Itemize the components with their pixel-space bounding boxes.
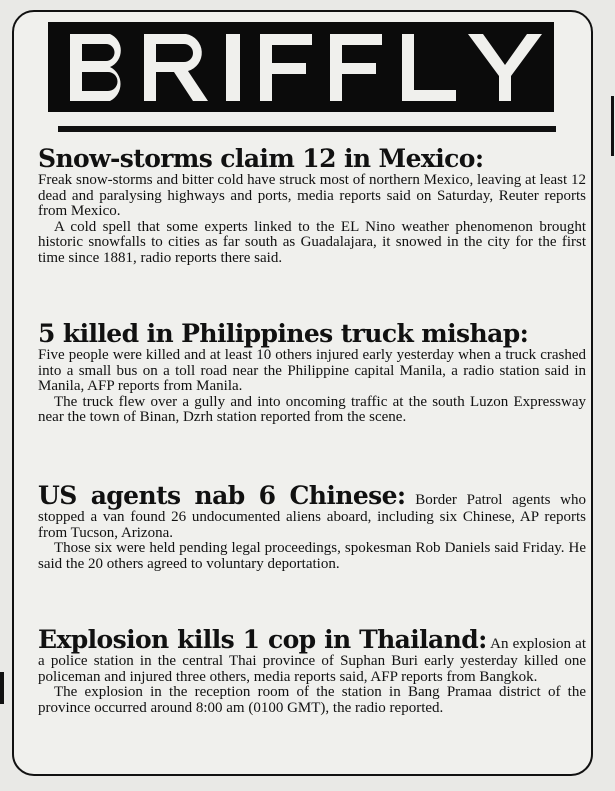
story-mexico	[38, 145, 586, 267]
story-headline: US agents nab 6 Chinese:	[38, 481, 406, 510]
right-margin-mark	[611, 96, 614, 156]
masthead-title	[48, 22, 554, 112]
story-paragraph: An explosion at a police station in the central Thai province of Suphan Buri early yesterday killed one policeman and injured three others, media reports said, AFP reports from Bangkok.	[38, 636, 586, 685]
left-margin-mark	[0, 672, 4, 704]
story-paragraph: A cold spell that some experts linked to the EL Nino weather phenomenon brought historic snowfalls to cities as far south as Guadalajara, it snowed in the city for the first time since 1881, radio reports there said.	[38, 218, 586, 266]
story-paragraph: The explosion in the reception room of the station in Bang Pramaa district of the province occurred around 8:00 am (0100 GMT), the radio reported.	[38, 684, 586, 716]
story-philippines	[38, 320, 586, 426]
masthead-rule	[58, 126, 556, 132]
story-paragraph: Those six were held pending legal proceedings, spokesman Rob Daniels said Friday. He said the 20 others agreed to voluntary deportation.	[38, 540, 586, 572]
story-thailand	[38, 626, 586, 716]
story-lead	[38, 626, 586, 685]
story-lead	[38, 482, 586, 541]
story-us-agents	[38, 482, 586, 572]
story-headline: 5 killed in Philippines truck mishap:	[38, 319, 529, 348]
story-paragraph: Border Patrol agents who stopped a van found 26 undocumented aliens aboard, including six Chinese, AP reports from Tucson, Arizona.	[38, 492, 586, 541]
story-paragraph: The truck flew over a gully and into oncoming traffic at the south Luzon Expressway near the town of Binan, Dzrh station reported from the scene.	[38, 393, 586, 426]
story-headline: Snow-storms claim 12 in Mexico:	[38, 144, 484, 173]
story-paragraph: Freak snow-storms and bitter cold have struck most of northern Mexico, leaving at least 12 dead and paralysing highways and ports, media reports said on Saturday, Reuter reports from Mexico.	[38, 172, 586, 220]
story-headline: Explosion kills 1 cop in Thailand:	[38, 625, 487, 654]
story-paragraph: Five people were killed and at least 10 others injured early yesterday when a truck crashed into a small bus on a toll road near the Philippine capital Manila, a radio station said in Manila, AFP reports from Manila.	[38, 347, 586, 395]
